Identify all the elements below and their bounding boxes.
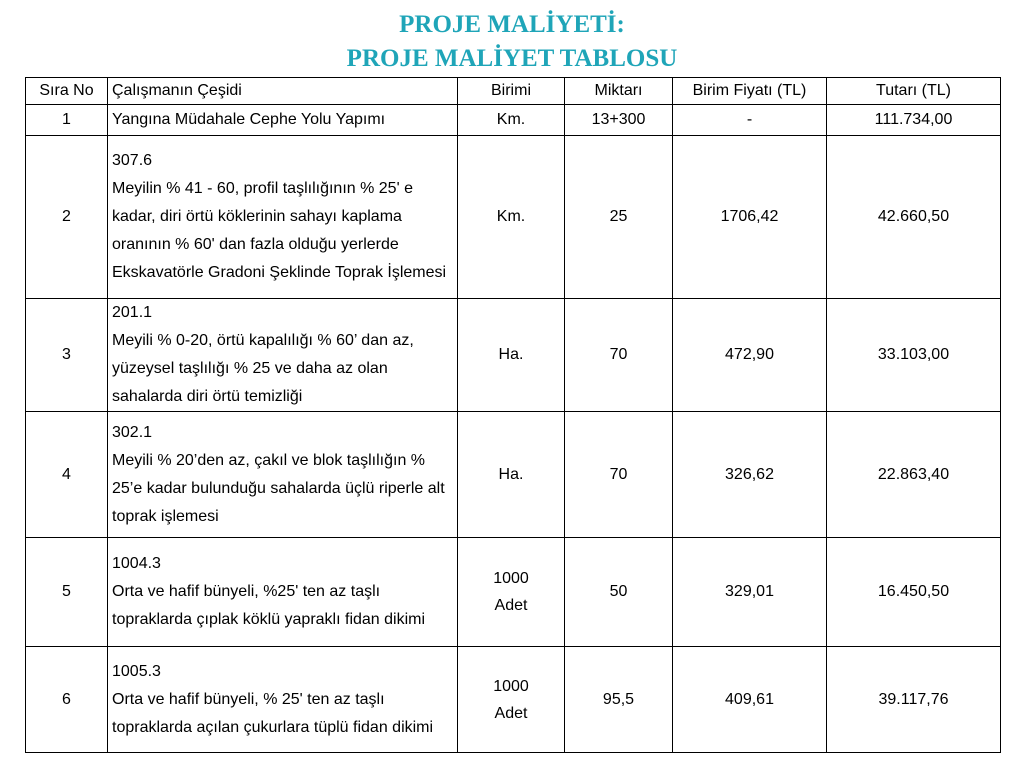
work-description: Meyili % 20’den az, çakıl ve blok taşlılığın % 25’e kadar bulunduğu sahalarda üçlü riperle alt toprak işlemesi: [112, 451, 445, 525]
cell-qty: 25: [565, 136, 673, 299]
cell-work: [108, 136, 458, 299]
header-price: Birim Fiyatı (TL): [673, 78, 827, 105]
cost-table: [25, 77, 1001, 753]
work-description: Meyilin % 41 - 60, profil taşlılığının % 25' e kadar, diri örtü köklerinin sahayı kaplama oranının % 60' dan fazla olduğu yerlerde Ekskavatörle Gradoni Şeklinde Toprak İşlemesi: [112, 180, 447, 281]
work-description: Orta ve hafif bünyeli, %25' ten az taşlı topraklarda çıplak köklü yapraklı fidan dikimi: [112, 583, 426, 628]
unit-stack: [493, 673, 529, 727]
table-header-row: [26, 78, 1001, 105]
work-description: Orta ve hafif bünyeli, % 25' ten az taşlı topraklarda açılan çukurlara tüplü fidan dikimi: [112, 690, 434, 736]
unit-line-1: 1000: [493, 677, 529, 695]
header-qty: Miktarı: [565, 78, 673, 105]
header-work: Çalışmanın Çeşidi: [108, 78, 458, 105]
cell-unit: Km.: [458, 136, 565, 299]
cell-qty: 13+300: [565, 105, 673, 136]
table-row: [26, 647, 1001, 753]
cell-unit: [458, 647, 565, 753]
work-code: 302.1: [112, 423, 153, 441]
cell-price: -: [673, 105, 827, 136]
table-row: [26, 299, 1001, 412]
cell-unit: Km.: [458, 105, 565, 136]
cell-price: 472,90: [673, 299, 827, 412]
cell-total: 42.660,50: [827, 136, 1001, 299]
cell-total: 16.450,50: [827, 538, 1001, 647]
cell-qty: 50: [565, 538, 673, 647]
table-row: [26, 136, 1001, 299]
cell-price: 326,62: [673, 412, 827, 538]
cell-qty: 70: [565, 412, 673, 538]
cell-total: 22.863,40: [827, 412, 1001, 538]
cell-work: [108, 105, 458, 136]
unit-line-1: 1000: [493, 570, 529, 587]
cell-no: 1: [26, 105, 108, 136]
work-description: Meyili % 0-20, örtü kapalılığı % 60’ dan az, yüzeysel taşlılığı % 25 ve daha az olan sahalarda diri örtü temizliği: [112, 332, 414, 405]
cell-total: 111.734,00: [827, 105, 1001, 136]
slide-title: [0, 8, 1024, 76]
work-code: 201.1: [112, 304, 153, 321]
cell-unit: [458, 538, 565, 647]
unit-line-2: Adet: [494, 597, 528, 614]
table-row: [26, 412, 1001, 538]
cell-work: [108, 299, 458, 412]
work-description: Yangına Müdahale Cephe Yolu Yapımı: [112, 111, 386, 128]
work-code: 1004.3: [112, 555, 161, 572]
cell-no: 2: [26, 136, 108, 299]
table-row: [26, 105, 1001, 136]
cell-price: 409,61: [673, 647, 827, 753]
cell-no: 6: [26, 647, 108, 753]
cell-work: [108, 412, 458, 538]
cell-qty: 95,5: [565, 647, 673, 753]
unit-line-2: Adet: [494, 704, 528, 722]
title-line-2: PROJE MALİYET TABLOSU: [346, 45, 678, 72]
cell-work: [108, 538, 458, 647]
unit-stack: [493, 565, 529, 619]
cell-no: 4: [26, 412, 108, 538]
cell-qty: 70: [565, 299, 673, 412]
cell-unit: Ha.: [458, 299, 565, 412]
cell-no: 5: [26, 538, 108, 647]
work-code: 1005.3: [112, 662, 161, 680]
cell-price: 329,01: [673, 538, 827, 647]
cell-total: 33.103,00: [827, 299, 1001, 412]
header-total: Tutarı (TL): [827, 78, 1001, 105]
table-row: [26, 538, 1001, 647]
header-no: Sıra No: [26, 78, 108, 105]
cell-total: 39.117,76: [827, 647, 1001, 753]
cell-no: 3: [26, 299, 108, 412]
work-code: 307.6: [112, 152, 153, 169]
title-line-1: PROJE MALİYETİ:: [399, 11, 625, 38]
header-unit: Birimi: [458, 78, 565, 105]
cell-price: 1706,42: [673, 136, 827, 299]
cell-work: [108, 647, 458, 753]
cell-unit: Ha.: [458, 412, 565, 538]
